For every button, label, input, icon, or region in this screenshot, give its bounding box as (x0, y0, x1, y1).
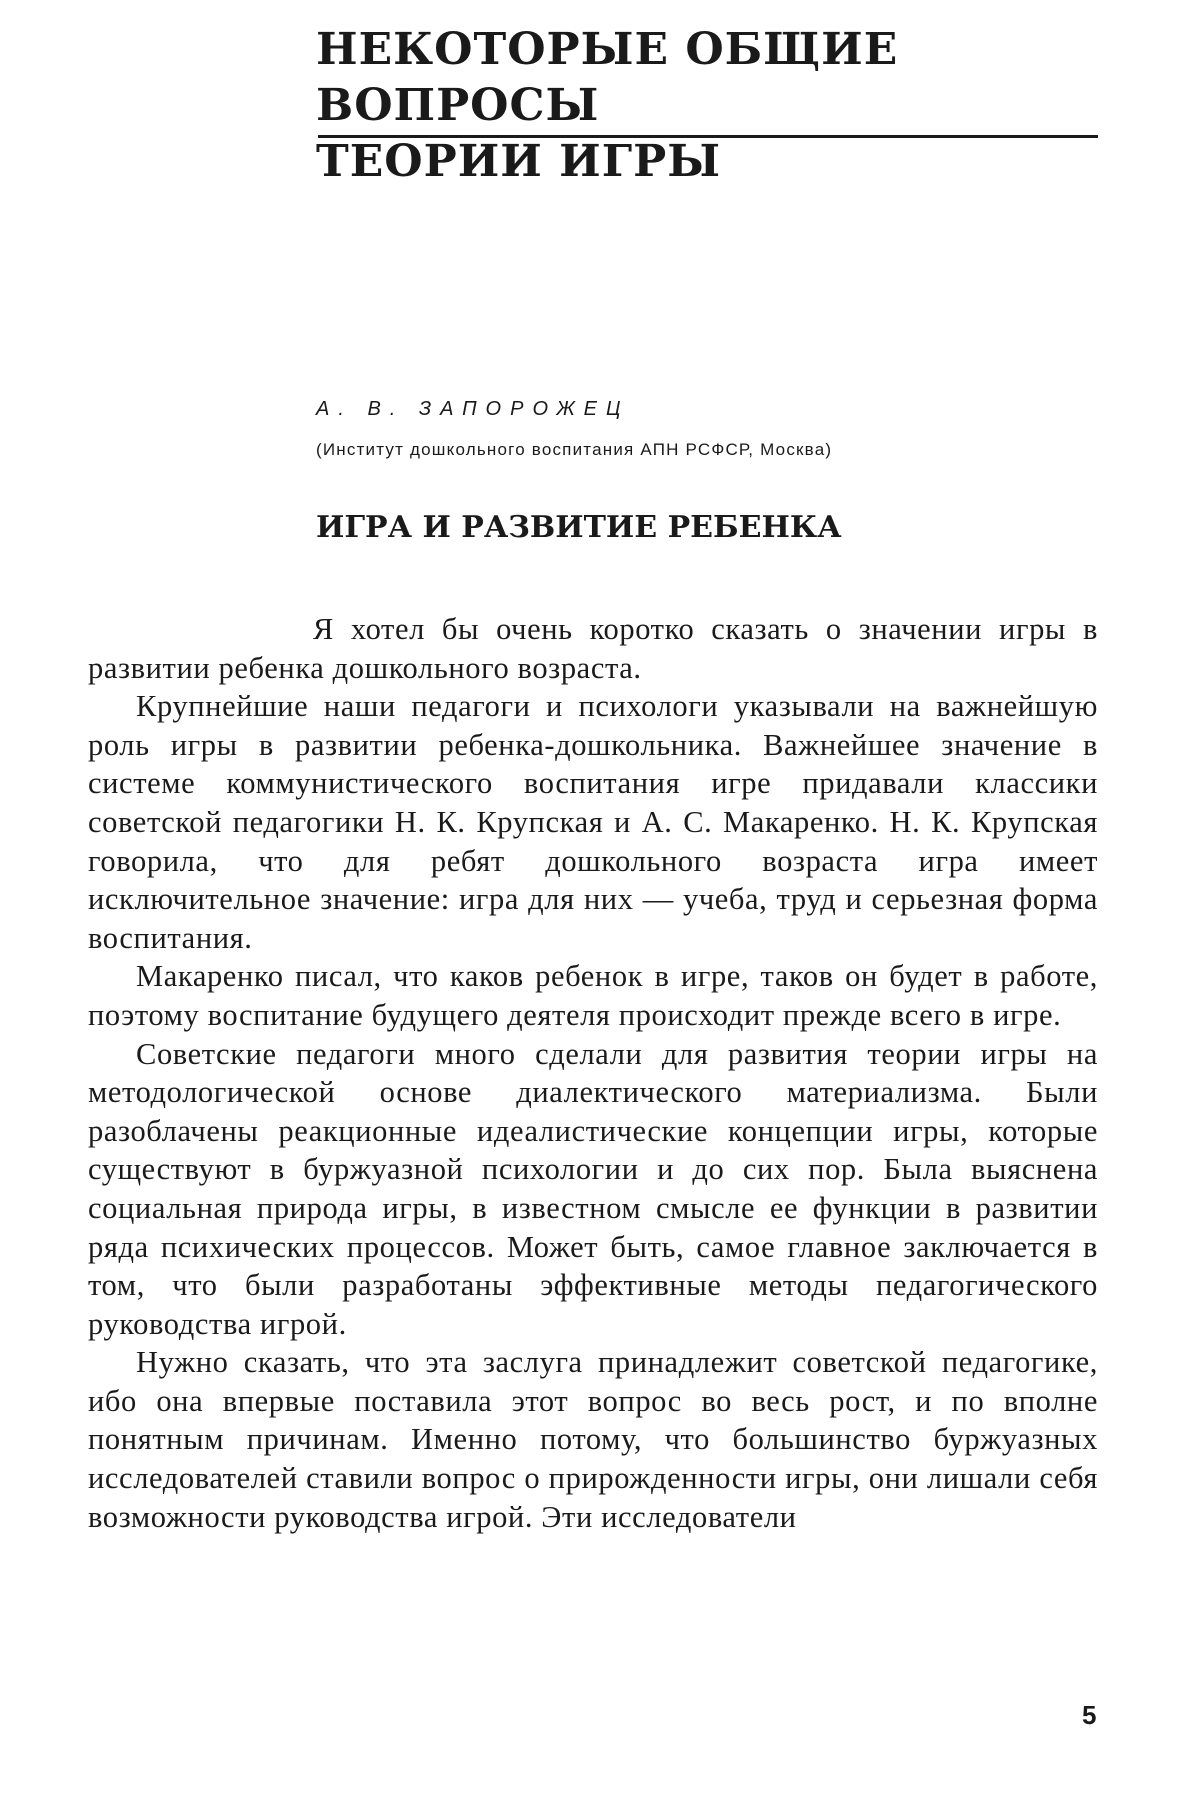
article-author: А. В. ЗАПОРОЖЕЦ (316, 398, 630, 420)
title-underline-rule (318, 135, 1098, 138)
article-title: ИГРА И РАЗВИТИЕ РЕБЕНКА (316, 510, 842, 545)
paragraph-5: Нужно сказать, что эта заслуга принадлежит советской педагогике, ибо она впервые поставила этот вопрос во весь рост, и по вполне понятным причинам. Именно потому, что большинство буржуазных исследователей ставили вопрос о прирожденности игры, они лишали себя возможности руководства игрой. Эти исследователи (88, 1345, 1098, 1534)
article-body (88, 610, 1098, 1536)
paragraph-4: Советские педагоги много сделали для развития теории игры на методологической основе диалектического материализма. Были разоблачены реакционные идеалистические концепции игры, которые существуют в буржуазной психологии и до сих пор. Была выяснена социальная природа игры, в известном смысле ее функции в развитии ряда психических процессов. Может быть, самое главное заключается в том, что были разработаны эффективные методы педагогического руководства игрой. (88, 1036, 1098, 1341)
section-title-line-1: НЕКОТОРЫЕ ОБЩИЕ ВОПРОСЫ (316, 24, 899, 131)
paragraph-3: Макаренко писал, что каков ребенок в игре, таков он будет в работе, поэтому воспитание будущего деятеля происходит прежде всего в игре. (88, 959, 1098, 1032)
paragraph-2: Крупнейшие наши педагоги и психологи указывали на важнейшую роль игры в развитии ребенка-дошкольника. Важнейшее значение в системе коммунистического воспитания игре придавали классики советской педагогики Н. К. Крупская и А. С. Макаренко. Н. К. Крупская говорила, что для ребят дошкольного возраста игра имеет исключительное значение: игра для них — учеба, труд и серьезная форма воспитания. (88, 689, 1098, 955)
section-title (316, 22, 1106, 190)
paragraph-1: Я хотел бы очень коротко сказать о значении игры в развитии ребенка дошкольного возраста. (88, 612, 1098, 685)
author-affiliation: (Институт дошкольного воспитания АПН РСФСР, Москва) (316, 440, 833, 459)
page-number: 5 (1082, 1700, 1097, 1730)
section-title-line-2: ТЕОРИИ ИГРЫ (316, 136, 722, 187)
